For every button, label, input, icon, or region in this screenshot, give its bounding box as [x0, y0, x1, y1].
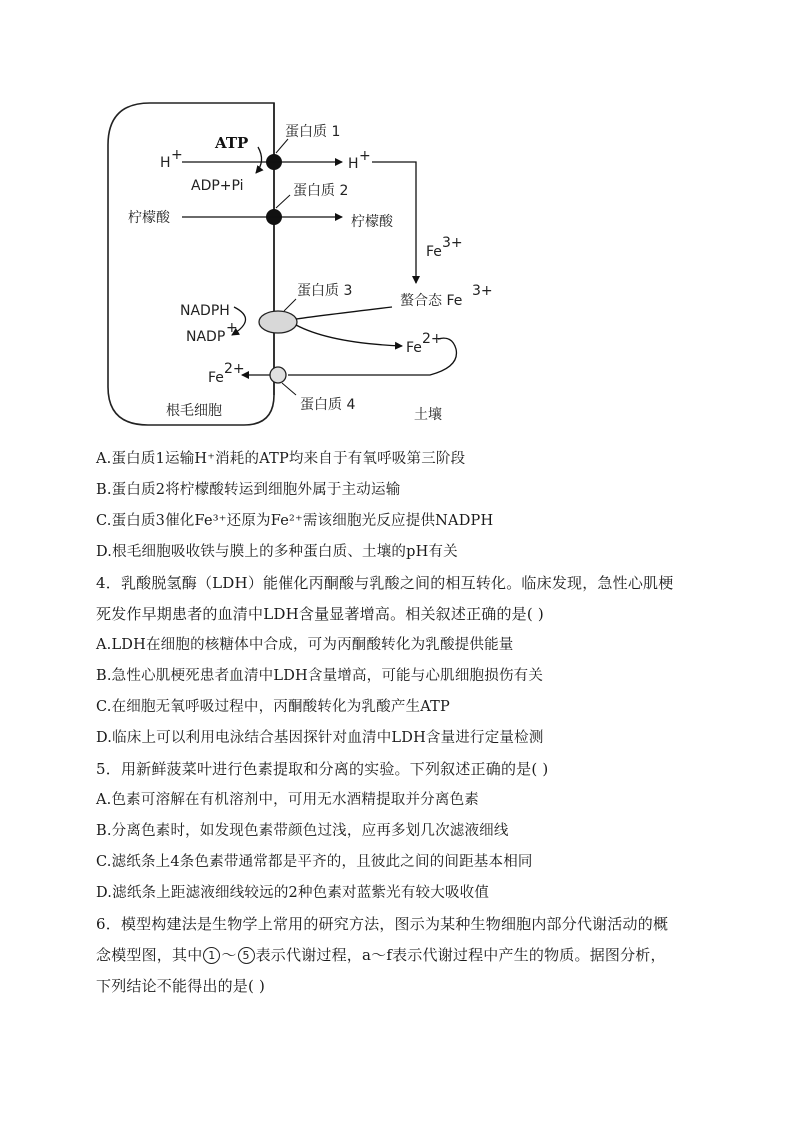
nadp-sup: +: [226, 320, 238, 336]
protein3-to-fe2-curve: [296, 325, 402, 346]
q3-option-c: C.蛋白质3催化Fe³⁺还原为Fe²⁺需该细胞光反应提供NADPH: [96, 513, 494, 529]
q5-option-c: C.滤纸条上4条色素带通常都是平齐的，且彼此之间的间距基本相同: [96, 854, 533, 870]
h-outside-sup: +: [359, 148, 371, 164]
citric-inside-label: 柠檬酸: [128, 210, 170, 226]
atp-hydrolysis-curve: [256, 147, 262, 173]
q4-option-b: B.急性心肌梗死患者血清中LDH含量增高，可能与心肌细胞损伤有关: [96, 668, 544, 684]
cell-label: 根毛细胞: [166, 403, 222, 419]
circled-one: 1: [203, 947, 220, 964]
soil-label: 土壤: [414, 407, 442, 423]
fe3-label: Fe: [426, 244, 442, 260]
h-inside-label: H: [160, 155, 171, 171]
protein1-label: 蛋白质 1: [285, 124, 341, 140]
q4-option-c: C.在细胞无氧呼吸过程中，丙酮酸转化为乳酸产生ATP: [96, 699, 450, 715]
fe3-to-protein3-curve: [296, 307, 392, 319]
chelate-label: 螯合态 Fe: [400, 293, 463, 309]
question-text: [96, 444, 696, 1002]
q6-tilde: ～: [221, 946, 237, 964]
nadph-label: NADPH: [180, 303, 230, 319]
circled-five: 5: [238, 947, 255, 964]
q6-stem-line1: 6．模型构建法是生物学上常用的研究方法，图示为某种生物细胞内部分代谢活动的概: [96, 915, 669, 933]
chelate-sup: 3+: [472, 283, 493, 299]
protein4-transporter: [270, 367, 286, 383]
q4-stem-line1: 4．乳酸脱氢酶（LDH）能催化丙酮酸与乳酸之间的相互转化。临床发现，急性心肌梗: [96, 574, 674, 592]
protein3-label: 蛋白质 3: [297, 283, 353, 299]
fe2-outside-label: Fe: [406, 340, 422, 356]
q3-option-a: A.蛋白质1运输H⁺消耗的ATP均来自于有氧呼吸第三阶段: [96, 451, 466, 467]
citric-outside-label: 柠檬酸: [351, 214, 393, 230]
fe2-inside-sup: 2+: [224, 361, 245, 377]
atp-label: ATP: [215, 134, 249, 152]
q6-stem-line3: 下列结论不能得出的是( ): [96, 977, 266, 995]
q4-option-a: A.LDH在细胞的核糖体中合成，可为丙酮酸转化为乳酸提供能量: [96, 637, 514, 653]
cell-outline: [108, 103, 274, 425]
q3-option-d: D.根毛细胞吸收铁与膜上的多种蛋白质、土壤的pH有关: [96, 544, 458, 560]
adp-pi-label: ADP+Pi: [191, 178, 244, 194]
root-hair-iron-uptake-diagram: [100, 95, 520, 435]
q6-line2-start: 念模型图，其中: [96, 946, 203, 964]
q4-stem-line2: 死发作早期患者的血清中LDH含量显著增高。相关叙述正确的是( ): [96, 605, 544, 623]
q5-option-b: B.分离色素时，如发现色素带颜色过浅，应再多划几次滤液细线: [96, 823, 509, 839]
fe2-inside-label: Fe: [208, 370, 224, 386]
q5-stem: 5．用新鲜菠菜叶进行色素提取和分离的实验。下列叙述正确的是( ): [96, 760, 549, 778]
protein4-label: 蛋白质 4: [300, 397, 356, 413]
q6-stem-line2: [96, 940, 696, 971]
h-inside-sup: +: [171, 147, 183, 163]
q5-option-a: A.色素可溶解在有机溶剂中，可用无水酒精提取并分离色素: [96, 792, 479, 808]
q6-line2-end: 表示代谢过程，a～f表示代谢过程中产生的物质。据图分析，: [255, 946, 666, 964]
nadp-label: NADP: [186, 329, 226, 345]
fe3-sup: 3+: [442, 235, 463, 251]
protein2-label: 蛋白质 2: [293, 183, 349, 199]
q5-option-d: D.滤纸条上距滤液细线较远的2种色素对蓝紫光有较大吸收值: [96, 885, 490, 901]
q4-option-d: D.临床上可以利用电泳结合基因探针对血清中LDH含量进行定量检测: [96, 730, 544, 746]
q3-option-b: B.蛋白质2将柠檬酸转运到细胞外属于主动运输: [96, 482, 401, 498]
protein3-reductase: [259, 311, 297, 333]
fe2-outside-sup: 2+: [422, 331, 443, 347]
h-outside-label: H: [348, 156, 359, 172]
